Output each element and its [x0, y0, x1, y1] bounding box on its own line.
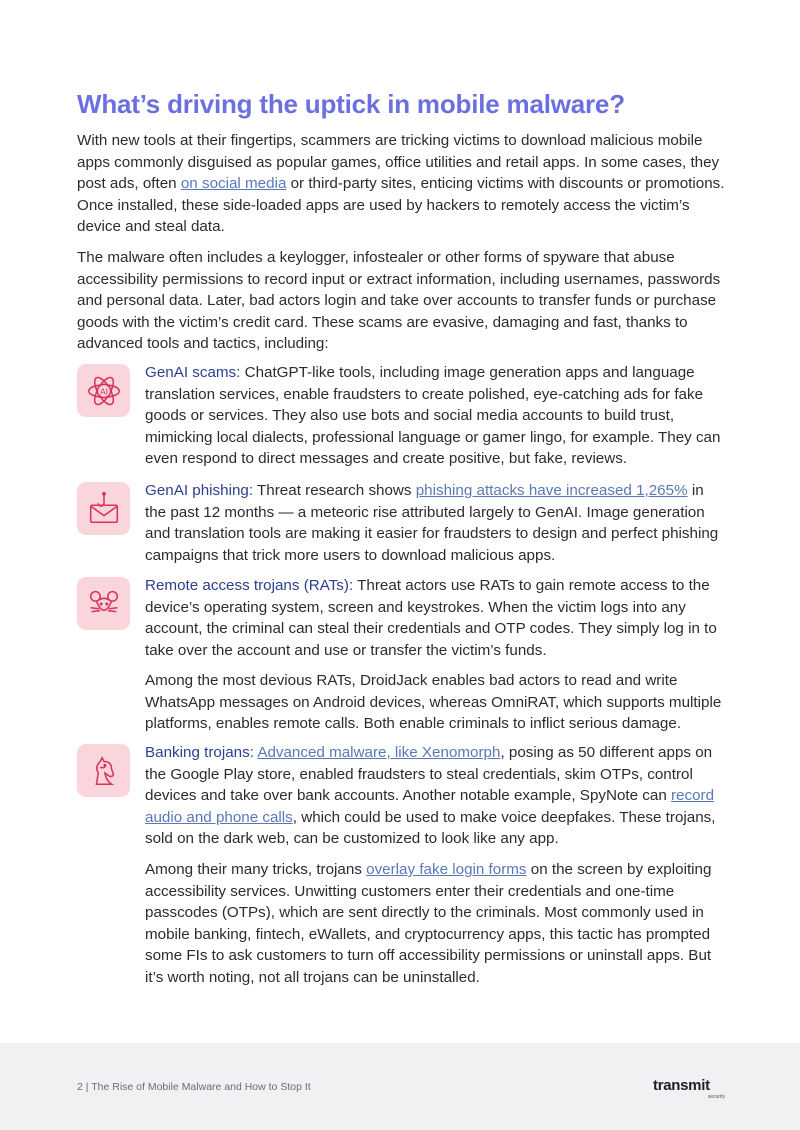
banking-trojans-extra-text	[145, 859, 725, 988]
rats-text	[145, 575, 725, 661]
page-footer	[0, 1043, 800, 1130]
footer-page-info	[77, 1081, 311, 1093]
tactic-lead: GenAI phishing:	[145, 482, 254, 499]
logo-subtitle: security	[707, 1094, 725, 1100]
transmit-logo	[653, 1077, 733, 1103]
trojan-horse-icon	[77, 744, 130, 797]
malware-paragraph: The malware often includes a keylogger, infostealer or other forms of spyware that abuse accessibility permissions to record input or extract information, including usernames, passwords and personal data. Later, bad actors login and take over accounts to transfer funds or purchase goods with the victim’s credit card. These scams are evasive, damaging and fast, thanks to advanced tools and tactics, including:	[77, 249, 721, 352]
xenomorph-link[interactable]: Advanced malware, like Xenomorph	[257, 744, 501, 761]
intro-text-2: or third-party sites, enticing victims with discounts or promotions. Once installed, these side-loaded apps are used by hackers to remotely access the victim’s device and steal data.	[77, 175, 725, 235]
tactic-body: , posing as 50 different apps on the Google Play store, enabled fraudsters to steal credentials, skim OTPs, control devices and take over bank accounts. Another notable example, SpyNote can	[145, 744, 713, 804]
genai-phishing-text	[145, 480, 725, 566]
social-media-link[interactable]: on social media	[180, 175, 287, 192]
tactic-lead: GenAI scams:	[145, 364, 241, 381]
tactic-body: Threat research shows	[253, 482, 416, 499]
phishing-stats-link[interactable]: phishing attacks have increased 1,265%	[415, 482, 688, 499]
footer-divider: |	[85, 1081, 92, 1093]
page-number: 2	[77, 1081, 83, 1093]
genai-scams-text	[145, 362, 725, 470]
rat-icon	[77, 577, 130, 630]
phishing-envelope-icon	[77, 482, 130, 535]
page-heading: What’s driving the uptick in mobile malware?	[77, 89, 625, 119]
logo-wordmark: transmit	[653, 1077, 710, 1094]
tactic-body: , which could be used to make voice deepfakes. These trojans, sold on the dark web, can be customized to look like any app.	[145, 808, 716, 847]
tactic-lead: Banking trojans:	[145, 744, 254, 761]
extra-text-2: on the screen by exploiting accessibility services. Unwitting customers enter their credentials and one-time passcodes (OTPs), which are sent directly to the criminals. Most commonly used in mobile banking, fintech, eWallets, and cryptocurrency apps, this tactic has prompted some FIs to ask customers to turn off accessibility permissions or uninstall apps. But it’s worth noting, not all trojans can be uninstalled.	[145, 861, 712, 986]
tactic-body: Threat actors use RATs to gain remote access to the device’s operating system, screen and keystrokes. When the victim logs into any account, the criminal can steal their credentials and OTP codes. They simply log in to take over the account and use or transfer the victim’s funds.	[145, 577, 717, 659]
tactic-body: in the past 12 months — a meteoric rise attributed largely to GenAI. Image generation and translation tools are making it easier for fraudsters to design and perfect phishing campaigns that trick more users to download malicious apps.	[145, 482, 719, 564]
tactic-lead: Remote access trojans (RATs):	[145, 577, 354, 594]
svg-text:AI: AI	[99, 385, 108, 396]
extra-text-1: Among their many tricks, trojans	[145, 861, 367, 878]
banking-trojans-text	[145, 742, 725, 850]
overlay-forms-link[interactable]: overlay fake login forms	[366, 861, 527, 878]
intro-text-1: With new tools at their fingertips, scammers are tricking victims to download malicious mobile apps commonly disguised as popular games, office utilities and retail apps. In some cases, they post ads, often	[77, 132, 720, 192]
tactic-body: ChatGPT-like tools, including image generation apps and language translation services, enable fraudsters to create polished, eye-catching ads for fake goods or services. They also use bots and social media accounts to build trust, mimicking local dialects, professional language or gamer lingo, for example. They can even respond to direct messages and create positive, but fake, reviews.	[145, 364, 721, 467]
intro-paragraph	[77, 130, 725, 238]
ai-atom-icon	[77, 364, 130, 417]
document-title: The Rise of Mobile Malware and How to Stop It	[91, 1081, 311, 1093]
rats-extra-text: Among the most devious RATs, DroidJack enables bad actors to read and write WhatsApp messages on Android devices, whereas OmniRAT, which supports multiple platforms, enables remote calls. Both enable criminals to inflict serious damage.	[145, 672, 722, 732]
spynote-link[interactable]: record audio and phone calls	[145, 787, 715, 826]
